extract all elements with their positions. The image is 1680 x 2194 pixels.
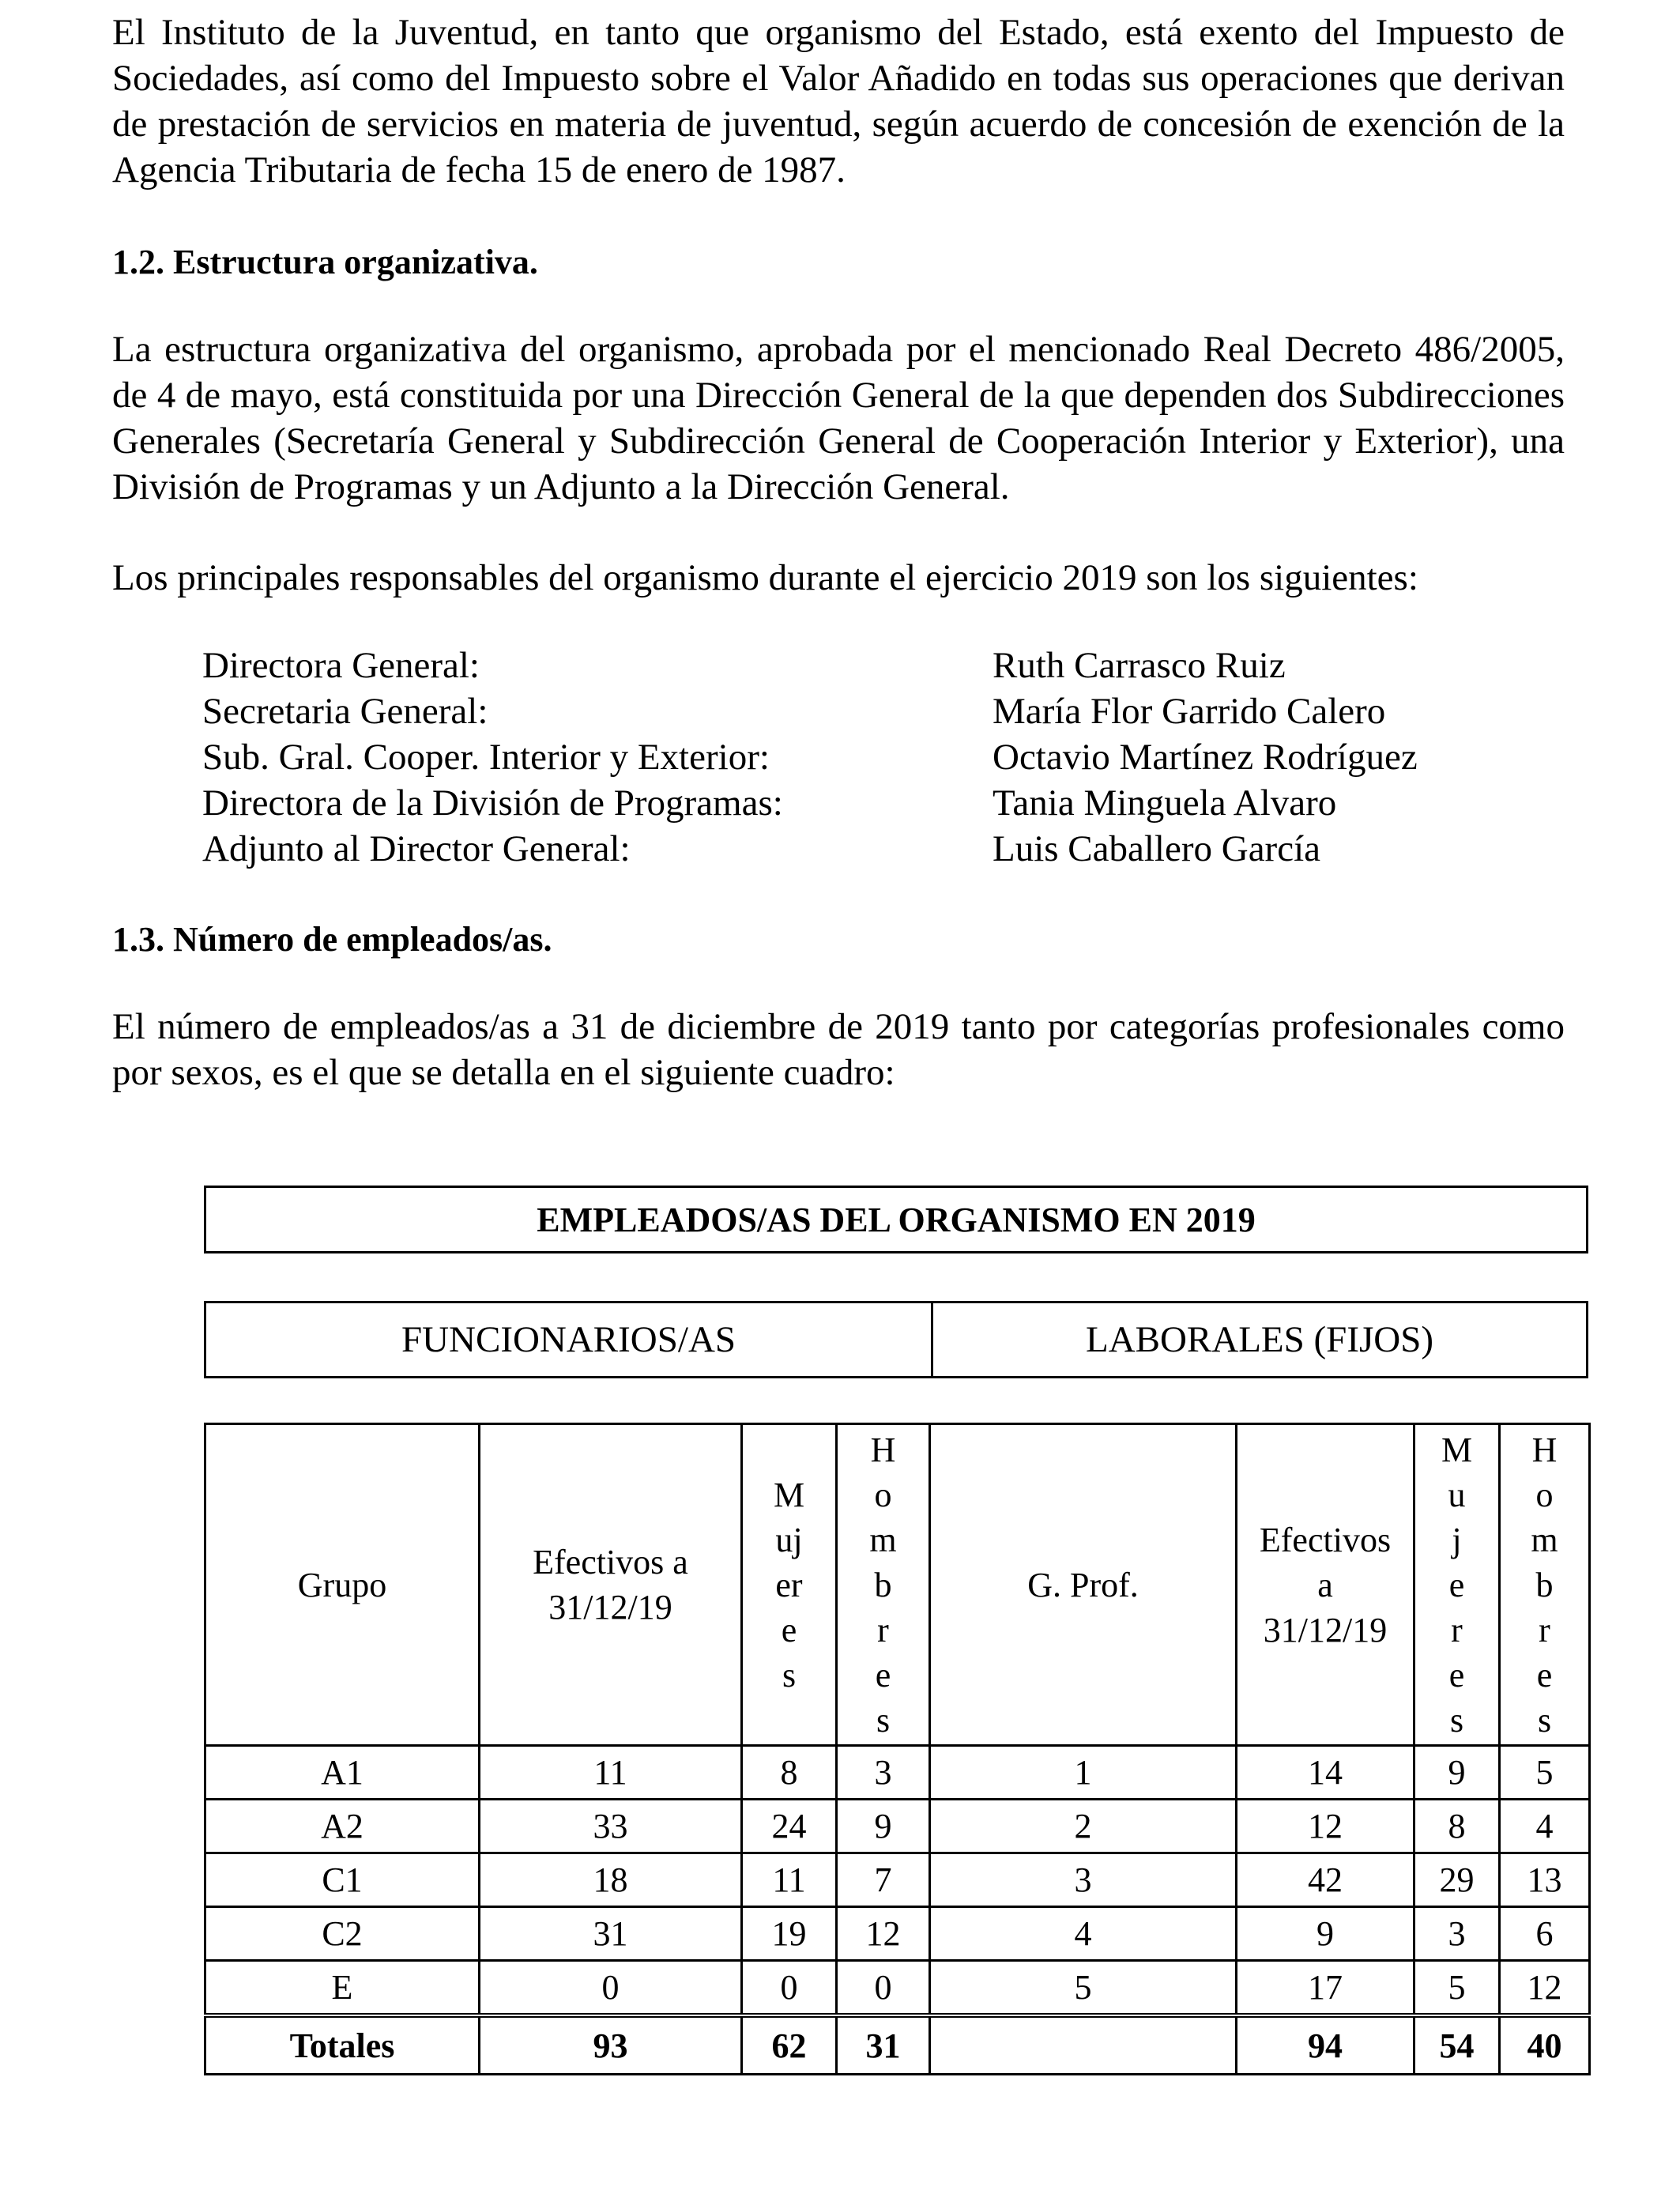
table-cell-grupo: E bbox=[205, 1961, 480, 2016]
totals-gprof bbox=[930, 2015, 1237, 2075]
col-header-grupo: Grupo bbox=[205, 1424, 480, 1746]
totals-mujeres-laborales: 54 bbox=[1414, 2015, 1500, 2075]
responsable-row bbox=[202, 643, 1546, 688]
table-cell-hombres-f: 0 bbox=[837, 1961, 930, 2016]
employees-table bbox=[204, 1423, 1591, 2075]
table-cell-mujeres-f: 0 bbox=[742, 1961, 837, 2016]
responsable-name: Ruth Carrasco Ruiz bbox=[993, 645, 1286, 686]
totals-efectivos-laborales: 94 bbox=[1237, 2015, 1414, 2075]
empleados-paragraph: El número de empleados/as a 31 de diciembre de 2019 tanto por categorías profesionales como por sexos, es el que se detalla en el siguiente cuadro: bbox=[112, 1006, 1565, 1093]
responsable-row bbox=[202, 780, 1546, 826]
table-cell-mujeres-l: 8 bbox=[1414, 1800, 1500, 1853]
table-header-row bbox=[205, 1424, 1590, 1746]
table-cell-hombres-f: 12 bbox=[837, 1907, 930, 1961]
responsable-name: Luis Caballero García bbox=[993, 828, 1320, 869]
table-cell-hombres-l: 4 bbox=[1500, 1800, 1590, 1853]
col-header-efectivos-funcionarios: Efectivos a 31/12/19 bbox=[480, 1424, 742, 1746]
table-cell-gprof: 1 bbox=[930, 1746, 1237, 1800]
responsables-intro: Los principales responsables del organismo durante el ejercicio 2019 son los siguientes: bbox=[112, 557, 1418, 598]
totals-hombres-laborales: 40 bbox=[1500, 2015, 1590, 2075]
col-header-gprof: G. Prof. bbox=[930, 1424, 1237, 1746]
table-cell-gprof: 3 bbox=[930, 1853, 1237, 1907]
totals-label: Totales bbox=[205, 2015, 480, 2075]
section-heading-empleados: 1.3. Número de empleados/as. bbox=[112, 920, 552, 959]
table-cell-mujeres-f: 8 bbox=[742, 1746, 837, 1800]
table-row bbox=[205, 1746, 1590, 1800]
table-cell-efectivos-l: 17 bbox=[1237, 1961, 1414, 2016]
table-cell-efectivos-f: 33 bbox=[480, 1800, 742, 1853]
responsable-name: Octavio Martínez Rodríguez bbox=[993, 737, 1418, 778]
table-cell-grupo: C2 bbox=[205, 1907, 480, 1961]
table-title: EMPLEADOS/AS DEL ORGANISMO EN 2019 bbox=[204, 1186, 1588, 1253]
category-laborales: LABORALES (FIJOS) bbox=[1085, 1319, 1433, 1360]
col-header-mujeres-funcionarios: M uj er e s bbox=[742, 1424, 837, 1746]
category-funcionarios: FUNCIONARIOS/AS bbox=[206, 1303, 933, 1376]
table-row bbox=[205, 1961, 1590, 2016]
totals-hombres-funcionarios: 31 bbox=[837, 2015, 930, 2075]
table-cell-efectivos-f: 18 bbox=[480, 1853, 742, 1907]
col-header-hombres-laborales: H o m b r e s bbox=[1500, 1424, 1590, 1746]
table-row bbox=[205, 1853, 1590, 1907]
table-cell-efectivos-f: 31 bbox=[480, 1907, 742, 1961]
table-cell-efectivos-l: 42 bbox=[1237, 1853, 1414, 1907]
intro-paragraph: El Instituto de la Juventud, en tanto que organismo del Estado, está exento del Impuesto de Sociedades, así como del Impuesto sobre el Valor Añadido en todas sus operaciones que derivan de prestación de servicios en materia de juventud, según acuerdo de concesión de exención de la Agencia Tributaria de fecha 15 de enero de 1987. bbox=[112, 12, 1565, 190]
table-cell-hombres-f: 3 bbox=[837, 1746, 930, 1800]
table-row bbox=[205, 1800, 1590, 1853]
responsable-role: Sub. Gral. Cooper. Interior y Exterior: bbox=[202, 737, 770, 778]
responsable-row bbox=[202, 826, 1546, 872]
responsable-name: Tania Minguela Alvaro bbox=[993, 782, 1337, 824]
col-header-mujeres-laborales: M u j e r e s bbox=[1414, 1424, 1500, 1746]
responsable-role: Directora General: bbox=[202, 645, 480, 686]
table-cell-hombres-l: 12 bbox=[1500, 1961, 1590, 2016]
totals-mujeres-funcionarios: 62 bbox=[742, 2015, 837, 2075]
table-cell-efectivos-f: 11 bbox=[480, 1746, 742, 1800]
table-cell-hombres-f: 7 bbox=[837, 1853, 930, 1907]
table-cell-gprof: 4 bbox=[930, 1907, 1237, 1961]
table-cell-hombres-l: 13 bbox=[1500, 1853, 1590, 1907]
table-cell-efectivos-l: 14 bbox=[1237, 1746, 1414, 1800]
category-header bbox=[204, 1301, 1588, 1378]
estructura-paragraph: La estructura organizativa del organismo, aprobada por el mencionado Real Decreto 486/2005, de 4 de mayo, está constituida por una Dirección General de la que dependen dos Subdirecciones Generales (Secretaría General y Subdirección General de Cooperación Interior y Exterior), una División de Programas y un Adjunto a la Dirección General. bbox=[112, 329, 1565, 507]
responsable-row bbox=[202, 688, 1546, 734]
table-cell-grupo: A1 bbox=[205, 1746, 480, 1800]
table-cell-mujeres-l: 9 bbox=[1414, 1746, 1500, 1800]
table-cell-hombres-f: 9 bbox=[837, 1800, 930, 1853]
responsables-list bbox=[202, 643, 1546, 872]
table-row bbox=[205, 1907, 1590, 1961]
totals-efectivos-funcionarios: 93 bbox=[480, 2015, 742, 2075]
responsable-role: Secretaria General: bbox=[202, 691, 488, 732]
col-header-efectivos-laborales: Efectivos a 31/12/19 bbox=[1237, 1424, 1414, 1746]
responsable-row bbox=[202, 734, 1546, 780]
table-cell-mujeres-l: 3 bbox=[1414, 1907, 1500, 1961]
table-cell-mujeres-l: 29 bbox=[1414, 1853, 1500, 1907]
col-header-hombres-funcionarios: H o m b r e s bbox=[837, 1424, 930, 1746]
table-cell-efectivos-l: 9 bbox=[1237, 1907, 1414, 1961]
table-cell-efectivos-f: 0 bbox=[480, 1961, 742, 2016]
table-cell-gprof: 2 bbox=[930, 1800, 1237, 1853]
responsable-role: Adjunto al Director General: bbox=[202, 828, 631, 869]
table-cell-mujeres-f: 19 bbox=[742, 1907, 837, 1961]
table-cell-grupo: A2 bbox=[205, 1800, 480, 1853]
responsable-name: María Flor Garrido Calero bbox=[993, 691, 1386, 732]
table-totals-row bbox=[205, 2015, 1590, 2075]
table-cell-mujeres-f: 24 bbox=[742, 1800, 837, 1853]
table-cell-grupo: C1 bbox=[205, 1853, 480, 1907]
table-cell-gprof: 5 bbox=[930, 1961, 1237, 2016]
table-cell-mujeres-l: 5 bbox=[1414, 1961, 1500, 2016]
table-cell-mujeres-f: 11 bbox=[742, 1853, 837, 1907]
table-cell-efectivos-l: 12 bbox=[1237, 1800, 1414, 1853]
table-cell-hombres-l: 6 bbox=[1500, 1907, 1590, 1961]
table-cell-hombres-l: 5 bbox=[1500, 1746, 1590, 1800]
section-heading-estructura: 1.2. Estructura organizativa. bbox=[112, 243, 538, 281]
responsable-role: Directora de la División de Programas: bbox=[202, 782, 783, 824]
